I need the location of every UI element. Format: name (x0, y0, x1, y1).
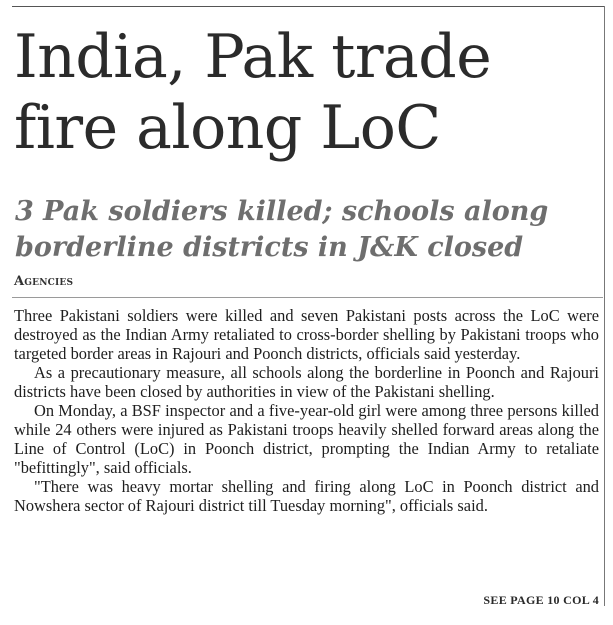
article-paragraph-3: On Monday, a BSF inspector and a five-year-old girl were among three persons killed while 24 others were injured as Pakistani troops heavily shelled forward areas along the Line of Control (LoC) in Poonch district, prompting the Indian Army to retaliate "befittingly", said officials. (14, 401, 599, 477)
right-border (604, 6, 605, 606)
subheadline: 3 Pak soldiers killed; schools along borderline districts in J&K closed (15, 196, 549, 263)
article-paragraph-2: As a precautionary measure, all schools along the borderline in Poonch and Rajouri districts have been closed by authorities in view of the Pakistani shelling. (14, 363, 599, 401)
byline-divider (12, 297, 603, 298)
article-paragraph-4: "There was heavy mortar shelling and firing along LoC in Poonch district and Nowshera sector of Rajouri district till Tuesday morning", officials said. (14, 477, 599, 515)
continuation-line: SEE PAGE 10 COL 4 (483, 593, 599, 607)
byline: Agencies (14, 274, 74, 289)
article-paragraph-1: Three Pakistani soldiers were killed and seven Pakistani posts across the LoC were destroyed as the Indian Army retaliated to cross-border shelling by Pakistani troops who targeted border areas in Rajouri and Poonch districts, officials said yesterday. (14, 306, 599, 363)
top-border (12, 6, 605, 7)
headline: India, Pak trade fire along LoC (14, 22, 492, 163)
article-body (14, 306, 599, 515)
